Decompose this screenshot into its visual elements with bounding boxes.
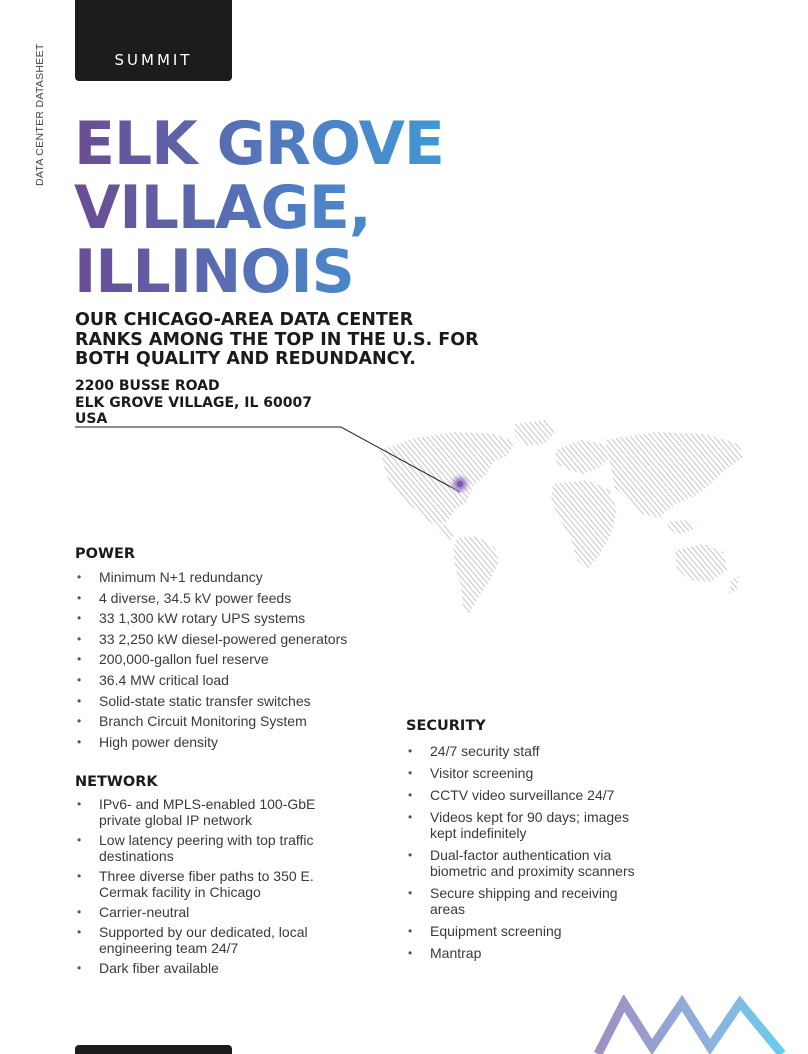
power-item-text: • 33 2,250 kW diesel-powered generators xyxy=(99,630,348,647)
power-item xyxy=(75,610,395,626)
power-item-text: • Solid-state static transfer switches xyxy=(99,692,311,709)
title-line: ELK GROVE xyxy=(74,109,444,179)
security-list xyxy=(406,743,666,967)
subtitle-line: RANKS AMONG THE TOP IN THE U.S. FOR xyxy=(75,329,479,350)
security-item xyxy=(406,923,666,939)
power-item-text: • High power density xyxy=(99,733,219,750)
power-item xyxy=(75,672,395,688)
power-item xyxy=(75,693,395,709)
network-item xyxy=(75,904,375,920)
subtitle-line: OUR CHICAGO-AREA DATA CENTER xyxy=(75,310,414,330)
power-list xyxy=(75,569,395,754)
power-item-text: • Minimum N+1 redundancy xyxy=(99,569,263,585)
power-item xyxy=(75,631,395,647)
network-item-text: • Three diverse fiber paths to 350 E. xyxy=(99,868,314,884)
security-item-text: • Equipment screening xyxy=(430,923,562,939)
security-item xyxy=(406,743,666,759)
security-item-text: • 24/7 security staff xyxy=(430,743,540,759)
power-item xyxy=(75,569,395,585)
network-list xyxy=(75,796,375,980)
page-title xyxy=(74,109,594,307)
power-item-text: • Branch Circuit Monitoring System xyxy=(99,713,307,730)
network-item-text: • Dark fiber available xyxy=(99,960,219,976)
network-item-text: • Carrier-neutral xyxy=(99,904,190,920)
address-line: ELK GROVE VILLAGE, IL 60007 xyxy=(75,394,312,411)
network-item-text: engineering team 24/7 xyxy=(99,940,239,956)
security-item-text: • Secure shipping and receiving xyxy=(430,885,618,901)
power-item-text: • 36.4 MW critical load xyxy=(99,671,229,688)
network-item-text: Cermak facility in Chicago xyxy=(99,884,261,900)
brand-logo: SUMMIT xyxy=(114,51,193,69)
power-item-text: • 4 diverse, 34.5 kV power feeds xyxy=(99,589,292,606)
security-item-text: • CCTV video surveillance 24/7 xyxy=(430,787,615,803)
power-heading: POWER xyxy=(75,546,136,562)
security-item xyxy=(406,809,666,841)
security-item-text: biometric and proximity scanners xyxy=(430,863,635,879)
security-item-text: • Videos kept for 90 days; images xyxy=(430,809,629,825)
power-item-text: • 200,000-gallon fuel reserve xyxy=(99,651,269,668)
network-item-text: destinations xyxy=(99,848,174,864)
network-heading: NETWORK xyxy=(75,774,158,790)
network-item xyxy=(75,832,375,864)
title-line: ILLINOIS xyxy=(74,237,354,307)
sidebar-label: DATA CENTER DATASHEET xyxy=(34,43,46,186)
network-item-text: • Supported by our dedicated, local xyxy=(99,924,308,940)
subtitle-line: BOTH QUALITY AND REDUNDANCY. xyxy=(75,349,416,369)
security-item-text: • Mantrap xyxy=(430,945,482,961)
security-item xyxy=(406,787,666,803)
security-item-text: kept indefinitely xyxy=(430,825,527,841)
network-item-text: • Low latency peering with top traffic xyxy=(99,832,314,848)
security-heading: SECURITY xyxy=(406,718,486,734)
network-item-text: • IPv6- and MPLS-enabled 100-GbE xyxy=(99,796,316,812)
bottom-tab xyxy=(75,1045,232,1054)
network-item xyxy=(75,796,375,828)
network-item xyxy=(75,960,375,976)
power-item xyxy=(75,713,395,729)
power-item-text: • 33 1,300 kW rotary UPS systems xyxy=(99,610,306,627)
summit-mountains-logo-icon xyxy=(590,995,790,1054)
network-item-text: private global IP network xyxy=(99,812,253,828)
logo-tab xyxy=(75,0,232,81)
subtitle xyxy=(75,311,575,370)
power-item xyxy=(75,651,395,667)
security-item-text: • Visitor screening xyxy=(430,765,534,781)
network-item xyxy=(75,924,375,956)
title-line: VILLAGE, xyxy=(74,173,371,243)
address-line: USA xyxy=(75,411,108,427)
security-item xyxy=(406,765,666,781)
security-item xyxy=(406,885,666,917)
address-line: 2200 BUSSE ROAD xyxy=(75,378,220,394)
security-item-text: • Dual-factor authentication via xyxy=(430,847,612,863)
security-item-text: areas xyxy=(430,901,466,917)
security-item xyxy=(406,945,666,961)
network-item xyxy=(75,868,375,900)
power-item xyxy=(75,590,395,606)
power-item xyxy=(75,734,395,750)
continents xyxy=(380,420,743,614)
security-item xyxy=(406,847,666,879)
